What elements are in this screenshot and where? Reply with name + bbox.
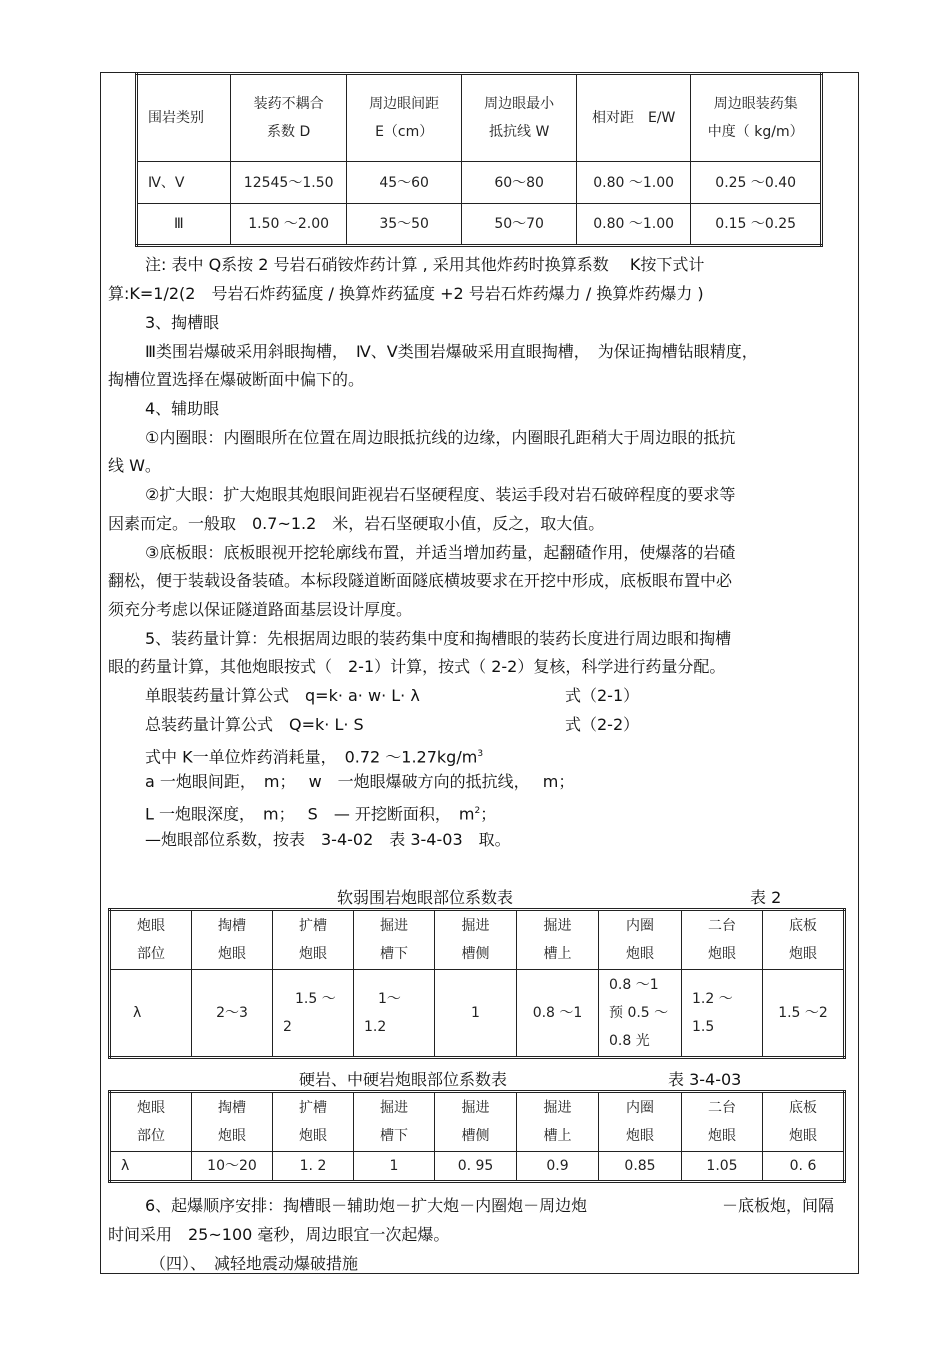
header-cell: 底板 炮眼 [763,910,845,970]
section-4-heading: （四）、 减轻地震动爆破措施 [150,1254,359,1273]
header-cell: 二台 炮眼 [682,910,763,970]
table-cell: 0.9 [517,1152,599,1182]
table-cell: 0.8 ～1 预 0.5 ～ 0.8 光 [599,970,682,1058]
table-cell: Ⅳ、Ⅴ [137,162,231,204]
header-cell: 内圈 炮眼 [599,910,682,970]
section-3-line-1: Ⅲ类围岩爆破采用斜眼掏槽， Ⅳ、Ⅴ类围岩爆破采用直眼掏槽， 为保证掏槽钻眼精度， [145,342,758,361]
a-w-definition: a 一炮眼间距， m； w 一炮眼爆破方向的抵抗线， m； [145,772,575,791]
table-cell: 1 [435,970,517,1058]
floor-hole-line-3: 须充分考虑以保证隧道路面基层设计厚度。 [108,600,413,619]
table-cell: 60～80 [462,162,577,204]
table-cell: 1.50 ～2.00 [231,204,347,246]
table-cell: 1 [354,1152,435,1182]
table-cell: 0.85 [599,1152,682,1182]
soft-rock-coefficient-table [108,908,846,1059]
table-cell: 0.15 ～0.25 [691,204,822,246]
header-cell: 周边眼间距 E（cm） [346,74,462,162]
table-cell: 1.5 ～2 [763,970,845,1058]
formula-2-2-ref: 式（2-2） [565,715,640,734]
section-6-line-1: 6、起爆顺序安排：掏槽眼－辅助炮－扩大炮－内圈炮－周边炮 [145,1196,588,1215]
header-cell: 炮眼 部位 [110,1092,192,1152]
formula-2-1: 单眼装药量计算公式 q=k· a· w· L· λ [145,686,420,705]
section-3-title: 3、掏槽眼 [145,313,220,332]
table-cell: 1.2 ～ 1.5 [682,970,763,1058]
note-line-1: 注: 表中 Q系按 2 号岩石硝铵炸药计算 , 采用其他炸药时换算系数 K按下式计 [145,255,705,274]
table-cell: 1～ 1.2 [354,970,435,1058]
floor-hole-line-2: 翻松，便于装载设备装碴。本标段隧道断面隧底横坡要求在开挖中形成，底板眼布置中必 [108,571,733,590]
table-cell: 35～50 [346,204,462,246]
table-row [110,1152,845,1182]
formula-2-1-ref: 式（2-1） [565,686,640,705]
header-cell: 扩槽 炮眼 [273,1092,354,1152]
table-cell: 12545～1.50 [231,162,347,204]
table-row [137,162,822,204]
table-cell: 1. 2 [273,1152,354,1182]
header-cell: 围岩类别 [137,74,231,162]
header-cell: 底板 炮眼 [763,1092,845,1152]
table-cell: 2～3 [192,970,273,1058]
lambda-definition: —炮眼部位系数，按表 3-4-02 表 3-4-03 取。 [145,830,511,849]
header-cell: 掘进 槽下 [354,910,435,970]
formula-2-2: 总装药量计算公式 Q=k· L· S [145,715,364,734]
table-cell: 1.5 ～ 2 [273,970,354,1058]
header-cell: 相对距 E/W [576,74,691,162]
table-cell: 0.80 ～1.00 [576,204,691,246]
header-cell: 扩槽 炮眼 [273,910,354,970]
table-3-tag: 表 3-4-03 [668,1070,742,1089]
enlarge-hole-line-1: ②扩大眼：扩大炮眼其炮眼间距视岩石坚硬程度、装运手段对岩石破碎程度的要求等 [145,485,736,504]
table-3-caption: 硬岩、中硬岩炮眼部位系数表 [299,1070,508,1089]
section-6-line-2: 时间采用 25~100 毫秒，周边眼宜一次起爆。 [108,1225,450,1244]
table-header-row [110,910,845,970]
table-cell: λ [110,1152,192,1182]
section-4-title: 4、辅助眼 [145,399,220,418]
header-cell: 掘进 槽侧 [435,910,517,970]
table-row [137,204,822,246]
table-cell: 0.8 ～1 [517,970,599,1058]
table-cell: Ⅲ [137,204,231,246]
table-cell: 45～60 [346,162,462,204]
table-cell: 1.05 [682,1152,763,1182]
header-cell: 炮眼 部位 [110,910,192,970]
table-header-row [137,74,822,162]
inner-ring-line-2: 线 W。 [108,456,161,475]
l-s-definition: L 一炮眼深度， m； S — 开挖断面积， $m^2$； [145,804,497,824]
floor-hole-line-1: ③底板眼：底板眼视开挖轮廓线布置，并适当增加药量，起翻碴作用，使爆落的岩碴 [145,543,736,562]
table-cell: 0.80 ～1.00 [576,162,691,204]
k-definition: 式中 K一单位炸药消耗量， 0.72 $\sim 1.27kg/m^3$ [145,747,484,767]
header-cell: 掘进 槽上 [517,910,599,970]
hard-rock-coefficient-table [108,1090,846,1183]
header-cell: 掏槽 炮眼 [192,910,273,970]
inner-ring-line-1: ①内圈眼：内圈眼所在位置在周边眼抵抗线的边缘，内圈眼孔距稍大于周边眼的抵抗 [145,428,736,447]
section-6-line-1-end: －底板炮，间隔 [722,1196,835,1215]
header-cell: 掘进 槽侧 [435,1092,517,1152]
header-cell: 周边眼装药集 中度（ kg/m） [691,74,822,162]
header-cell: 内圈 炮眼 [599,1092,682,1152]
section-5-line-1: 5、装药量计算：先根据周边眼的装药集中度和掏槽眼的装药长度进行周边眼和掏槽 [145,629,732,648]
header-cell: 装药不耦合 系数 D [231,74,347,162]
section-3-line-2: 掏槽位置选择在爆破断面中偏下的。 [108,370,365,389]
header-cell: 掘进 槽下 [354,1092,435,1152]
table-cell: 0.25 ～0.40 [691,162,822,204]
header-cell: 周边眼最小 抵抗线 W [462,74,577,162]
table-cell: λ [110,970,192,1058]
table-cell: 0. 95 [435,1152,517,1182]
header-cell: 二台 炮眼 [682,1092,763,1152]
peripheral-hole-table [135,72,823,247]
table-row [110,970,845,1058]
table-cell: 50～70 [462,204,577,246]
note-line-2: 算:K=1/2(2 号岩石炸药猛度 / 换算炸药猛度 +2 号岩石炸药爆力 / 换算炸药爆力 ) [108,284,704,303]
header-cell: 掘进 槽上 [517,1092,599,1152]
header-cell: 掏槽 炮眼 [192,1092,273,1152]
table-2-caption: 软弱围岩炮眼部位系数表 [337,888,514,907]
table-header-row [110,1092,845,1152]
section-5-line-2: 眼的药量计算，其他炮眼按式（ 2-1）计算，按式（ 2-2）复核，科学进行药量分配。 [108,657,726,676]
enlarge-hole-line-2: 因素而定。一般取 0.7~1.2 米，岩石坚硬取小值，反之，取大值。 [108,514,605,533]
table-2-tag: 表 2 [750,888,782,907]
table-cell: 0. 6 [763,1152,845,1182]
table-cell: 10～20 [192,1152,273,1182]
